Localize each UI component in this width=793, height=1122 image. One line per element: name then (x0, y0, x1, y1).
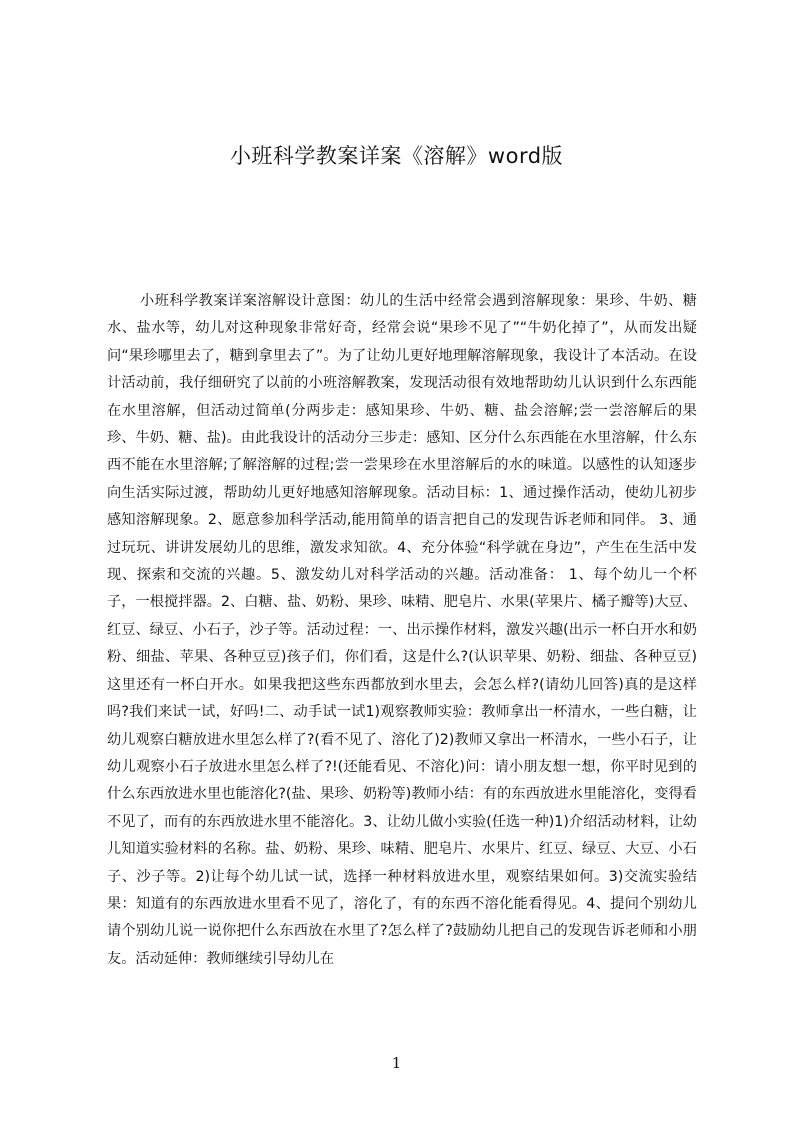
document-title: 小班科学教案详案《溶解》word版 (229, 144, 564, 168)
body-paragraph: 小班科学教案详案溶解设计意图：幼儿的生活中经常会遇到溶解现象：果珍、牛奶、糖水、盐水等，幼儿对这种现象非常好奇，经常会说“果珍不见了”“牛奶化掉了”，从而发出疑问“果珍哪里去了，糖到拿里去了”。为了让幼儿更好地理解溶解现象，我设计了本活动。在设计活动前，我仔细研究了以前的小班溶解教案，发现活动很有效地帮助幼儿认识到什么东西能在水里溶解，但活动过简单(分两步走：感知果珍、牛奶、糖、盐会溶解;尝一尝溶解后的果珍、牛奶、糖、盐)。由此我设计的活动分三步走：感知、区分什么东西能在水里溶解，什么东西不能在水里溶解;了解溶解的过程;尝一尝果珍在水里溶解后的水的味道。以感性的认知逐步向生活实际过渡，帮助幼儿更好地感知溶解现象。活动目标：1、通过操作活动，使幼儿初步感知溶解现象。2、愿意参加科学活动,能用简单的语言把自己的发现告诉老师和同伴。 3、通过玩玩、讲讲发展幼儿的思维，激发求知欲。4、充分体验“科学就在身边”，产生在生活中发现、探索和交流的兴趣。5、激发幼儿对科学活动的兴趣。活动准备： 1、每个幼儿一个杯子，一根搅拌器。2、白糖、盐、奶粉、果珍、味精、肥皂片、水果(苹果片、橘子瓣等)大豆、红豆、绿豆、小石子，沙子等。活动过程：一、出示操作材料，激发兴趣(出示一杯白开水和奶粉、细盐、苹果、各种豆豆)孩子们，你们看，这是什么?(认识苹果、奶粉、细盐、各种豆豆)这里还有一杯白开水。如果我把这些东西都放到水里去，会怎么样?(请幼儿回答)真的是这样吗?我们来试一试，好吗!二、动手试一试1)观察教师实验：教师拿出一杯清水，一些白糖，让幼儿观察白糖放进水里怎么样了?(看不见了、溶化了)2)教师又拿出一杯清水，一些小石子，让幼儿观察小石子放进水里怎么样了?!(还能看见、不溶化)问：请小朋友想一想，你平时见到的什么东西放进水里也能溶化?(盐、果珍、奶粉等)教师小结：有的东西放进水里能溶化，变得看不见了，而有的东西放进水里不能溶化。3、让幼儿做小实验(任选一种)1)介绍活动材料，让幼儿知道实验材料的名称。盐、奶粉、果珍、味精、肥皂片、水果片、红豆、绿豆、大豆、小石子、沙子等。2)让每个幼儿试一试，选择一种材料放进水里，观察结果如何。3)交流实验结果：知道有的东西放进水里看不见了，溶化了，有的东西不溶化能看得见。4、提问个别幼儿请个别幼儿说一说你把什么东西放在水里了?怎么样了?鼓励幼儿把自己的发现告诉老师和小朋友。活动延伸：教师继续引导幼儿在 (107, 293, 697, 967)
page-number: 1 (391, 1054, 402, 1072)
